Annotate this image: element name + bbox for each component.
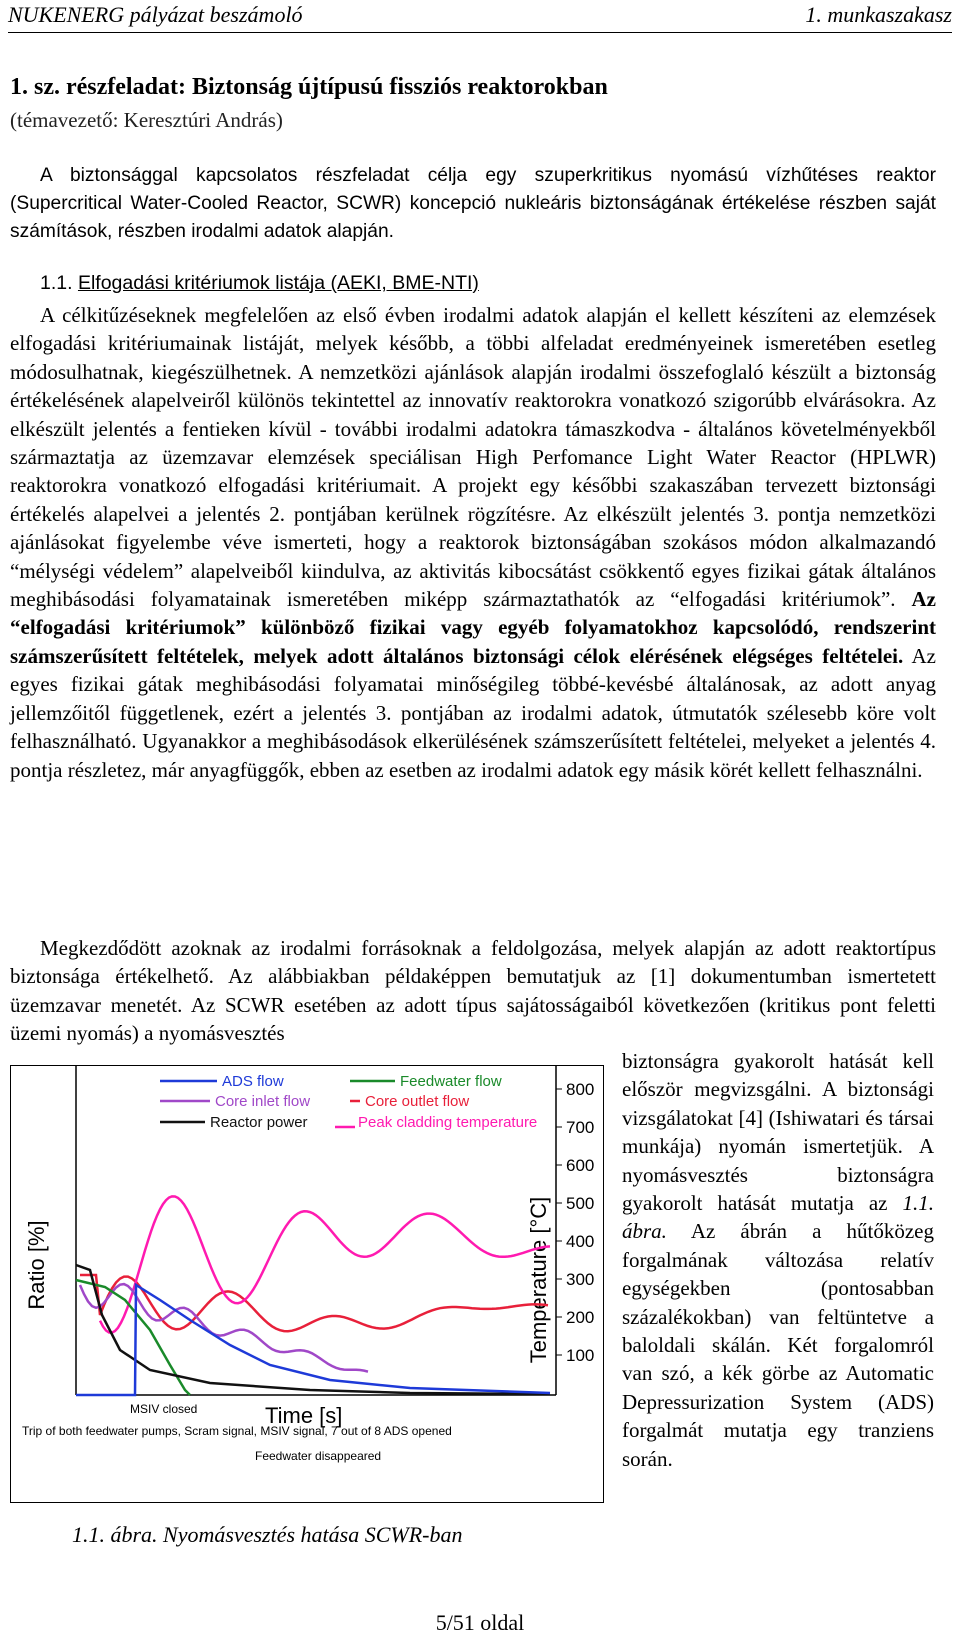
title-text: : Biztonság újtípusú fissziós reaktorokban [177, 74, 608, 100]
p2-text-b: Az egyes fizikai gátak meghibásodási folyamatai minőségileg többé-kevésbé általánosak, az adott anyag jellemzőitől függetlenek, ezért a jelentés 3. pontjában az irodalmi adatok, útmutatók szélesebb köre volt felhasználható. Ugyanakkor a meghibásodások elkerülésének számszerűsített feltételei, melyeket a jelentés 4. pontja részletez, már anyagfüggők, ebben az esetben az irodalmi adatok egy másik körét kellett felhasználni. [10, 643, 937, 782]
y2-tick-400: 400 [566, 1232, 595, 1251]
figure-caption: 1.1. ábra. Nyomásvesztés hatása SCWR-ban [72, 1522, 463, 1547]
subtitle: (témavezető: Keresztúri András) [10, 108, 283, 132]
section-title: Elfogadási kritériumok listája (AEKI, BME-NTI) [77, 272, 479, 294]
running-header [8, 0, 952, 33]
y2-tick-200: 200 [566, 1308, 595, 1327]
p4-text-b: Az ábrán a hűtőközeg forgalmának változása relatív egységekben (pontosabban százalékokban) van feltüntetve a baloldali skálán. Két forgalomról van szó, a kék görbe az Automatic Depressurization System (ADS) forgalmát mutatja egy tranziens során. [622, 1219, 934, 1471]
y-axis-label: Ratio [%] [24, 1220, 49, 1310]
y2-tick-600: 600 [566, 1156, 595, 1175]
annotation-trip: Trip of both feedwater pumps, Scram signal, MSIV signal, 7 out of 8 ADS opened [22, 1424, 452, 1438]
legend-power: Reactor power [210, 1114, 308, 1131]
page-number: 5/51 oldal [435, 1610, 525, 1635]
legend-core-inlet: Core inlet flow [215, 1093, 311, 1110]
section-heading [40, 272, 479, 295]
paragraph-criteria [10, 301, 936, 784]
paragraph-sources: Megkezdődött azoknak az irodalmi forrásoknak a feldolgozása, melyek alapján az adott reaktortípus biztonsága értékelhető. Az alábbiakban példaképpen bemutatjuk az [1] dokumentumban ismertetett üzemzavar menetét. Az SCWR esetében az adott típus sajátosságaiból következően (kritikus pont feletti üzemi nyomás) a nyomásvesztés [10, 936, 936, 1046]
y2-tick-100: 100 [566, 1346, 595, 1365]
p2-text-a: A célkitűzéseknek megfelelően az első évben irodalmi adatok alapján el kellett készíteni az elemzések elfogadási kritériumainak listáját, melyek később, a többi alfeladat eredményeinek ismeretében esetleg módosulhatnak, kiegészülhetnek. A nemzetközi ajánlások alapján irodalmi összefoglaló készült a biztonság értékelésének alapelveiről különös tekintettel az innovatív reaktorokra vonatkozó szigorúbb elvárásokra. Az elkészült jelentés a fentieken kívül - további irodalmi adatokra támaszkodva - általános követelményekből származtatja az üzemzavar elemzések speciálisan High Perfomance Light Water Reactor (HPLWR) reaktorokra vonatkozó elfogadási kritériumait. A projekt egy későbbi szakaszában tervezett biztonsági értékelés alapelvei a jelentés 2. pontjában kerülnek rögzítésre. Az elkészült jelentés 3. pontja nemzetközi ajánlásokat figyelembe véve ismerteti, hogy a reaktorok biztonságában szokásos módon alkalmazandó “mélységi védelem” alapelveiből kiindulva, az aktivitás kibocsátást csökkentő egyes fizikai gátak általános meghibásodási folyamatainak ismeretében miképp származtathatók az “elfogadási kritériumok”. [10, 303, 936, 612]
p2-bold: Az “elfogadási kritériumok” különböző fizikai vagy egyéb folyamatokhoz kapcsolódó, rendszerint számszerűsített feltételek, melyek adott általános biztonsági célok elérésének elégséges feltételei. [10, 587, 936, 668]
x-axis-label: Time [s] [265, 1403, 343, 1428]
y2-tick-800: 800 [566, 1080, 595, 1099]
paragraph-figure-text [622, 1047, 934, 1473]
p4-text-a: biztonságra gyakorolt hatását kell először megvizsgálni. A biztonsági vizsgálatokat [4] (Ishiwatari és társai munkája) nyomán ismertetjük. A nyomásvesztés biztonságra gyakorolt hatását mutatja az [622, 1049, 934, 1216]
transient-chart [10, 1065, 604, 1503]
intro-paragraph: A biztonsággal kapcsolatos részfeladat célja egy szuperkritikus nyomású vízhűtéses reaktor (Supercritical Water-Cooled Reactor, SCWR) koncepció nukleáris biztonságának értékelése részben saját számítások, részben irodalmi adatok alapján. [10, 165, 936, 242]
y2-tick-500: 500 [566, 1194, 595, 1213]
figure-ref: 1.1. ábra. [622, 1191, 934, 1244]
section-number: 1.1. [40, 272, 73, 294]
annotation-msiv: MSIV closed [130, 1402, 198, 1416]
title-label: 1. sz. részfeladat [10, 74, 178, 100]
legend-ads: ADS flow [222, 1073, 284, 1090]
header-left: NUKENERG pályázat beszámoló [8, 2, 303, 27]
y2-tick-300: 300 [566, 1270, 595, 1289]
page-title [10, 74, 608, 101]
header-right: 1. munkaszakasz [805, 2, 952, 27]
annotation-feedwater: Feedwater disappeared [255, 1449, 382, 1463]
legend-feedwater: Feedwater flow [400, 1073, 502, 1090]
legend-pct: Peak cladding temperature [358, 1114, 538, 1131]
legend-core-outlet: Core outlet flow [365, 1093, 470, 1110]
y2-axis-label: Temperature [°C] [526, 1196, 551, 1364]
y2-tick-700: 700 [566, 1118, 595, 1137]
